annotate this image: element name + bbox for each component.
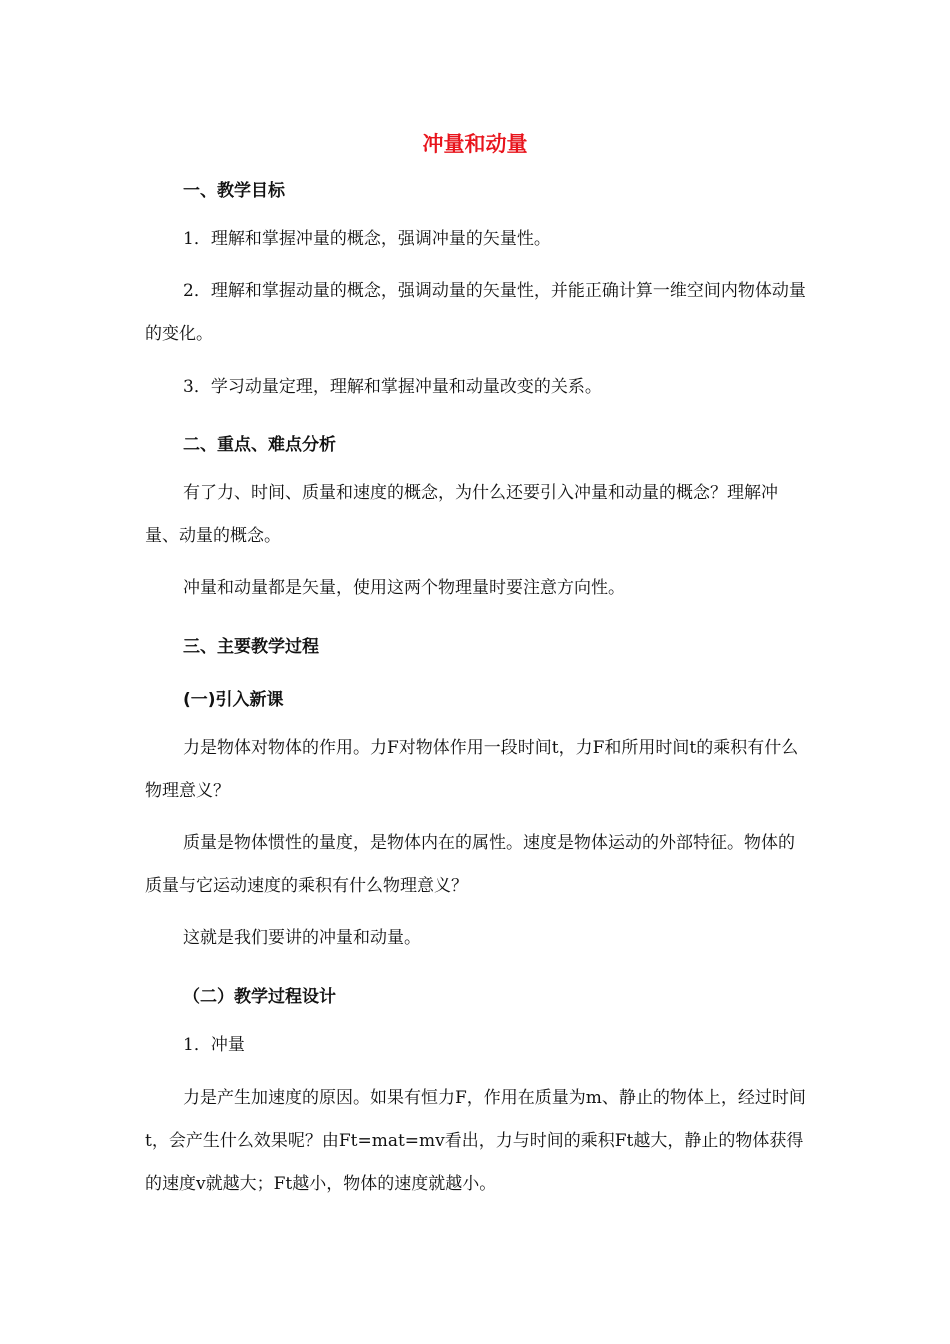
- paragraph-intro-3: 这就是我们要讲的冲量和动量。: [183, 928, 421, 948]
- paragraph-key-points-2: 冲量和动量都是矢量，使用这两个物理量时要注意方向性。: [183, 578, 625, 598]
- section-heading-objectives: 一、教学目标: [183, 181, 285, 201]
- subsection-heading-design: （二）教学过程设计: [183, 987, 336, 1007]
- paragraph-objective-1: 1．理解和掌握冲量的概念，强调冲量的矢量性。: [183, 229, 551, 249]
- paragraph-intro-1: 力是物体对物体的作用。力F对物体作用一段时间t，力F和所用时间t的乘积有什么物理意义？: [145, 738, 799, 801]
- paragraph-objective-3: 3．学习动量定理，理解和掌握冲量和动量改变的关系。: [183, 377, 602, 397]
- section-heading-key-points: 二、重点、难点分析: [183, 435, 336, 455]
- subsection-heading-intro: (一)引入新课: [183, 690, 284, 710]
- paragraph-impulse-body: 力是产生加速度的原因。如果有恒力F，作用在质量为m、静止的物体上，经过时间t，会产生什么效果呢？由Ft=mat=mv看出，力与时间的乘积Ft越大，静止的物体获得的速度v就越大；Ft越小，物体的速度就越小。: [145, 1088, 806, 1194]
- document-title: 冲量和动量: [422, 132, 528, 156]
- paragraph-key-points-1: 有了力、时间、质量和速度的概念，为什么还要引入冲量和动量的概念？理解冲量、动量的概念。: [145, 483, 778, 546]
- paragraph-intro-2: 质量是物体惯性的量度，是物体内在的属性。速度是物体运动的外部特征。物体的质量与它运动速度的乘积有什么物理意义？: [145, 833, 795, 896]
- paragraph-objective-2: 2．理解和掌握动量的概念，强调动量的矢量性，并能正确计算一维空间内物体动量的变化。: [145, 281, 806, 344]
- section-heading-process: 三、主要教学过程: [183, 637, 319, 657]
- paragraph-impulse-label: 1．冲量: [183, 1035, 245, 1055]
